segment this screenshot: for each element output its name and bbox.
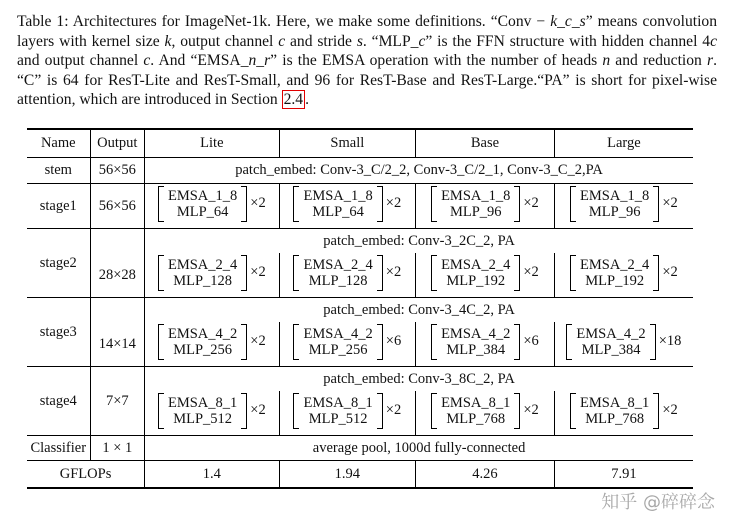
gflops-row: [27, 461, 693, 489]
gflops-name: GFLOPs: [27, 461, 145, 489]
watermark: 知乎 @碎碎念: [601, 492, 715, 513]
stage2-embed: patch_embed: Conv-3_2C_2, PA: [145, 229, 693, 254]
stage1-row: [27, 184, 693, 229]
stage2-output: 28×28: [90, 253, 145, 298]
stage3-name: stage3: [27, 298, 90, 367]
caption-label: Table 1:: [17, 13, 69, 30]
header-base: Base: [416, 129, 555, 158]
stage3-embed-row: [27, 298, 693, 323]
header-name: Name: [27, 129, 90, 158]
block-base: EMSA_2_4 MLP_192 ×2: [431, 255, 539, 291]
gflops-lite: 1.4: [145, 461, 279, 489]
stage2-block-row: [27, 253, 693, 298]
table-caption: Table 1: Architectures for ImageNet-1k. Here, we make some definitions. “Conv − k_c_s” means convolution layers with kernel size k, output channel c and stride s. “MLP_c” is the FFN structure with hidden channel 4c and output channel c. And “EMSA_n_r” is the EMSA operation with the number of heads n and reduction r. “C” is 64 for ResT-Lite and ResT-Small, and 96 for ResT-Base and ResT-Large.“PA” is short for pixel-wise attention, which are introduced in Section 2.4 .: [17, 13, 717, 109]
block-lite: EMSA_1_8 MLP_64 ×2: [158, 186, 266, 222]
stage4-embed-row: [27, 367, 693, 392]
block-lite: EMSA_2_4 MLP_128 ×2: [158, 255, 266, 291]
stage2-name: stage2: [27, 229, 90, 298]
block-large: EMSA_4_2 MLP_384 ×18: [566, 324, 681, 360]
stage4-embed: patch_embed: Conv-3_8C_2, PA: [145, 367, 693, 392]
stage1-output: 56×56: [90, 184, 145, 229]
block-lite: EMSA_8_1 MLP_512 ×2: [158, 393, 266, 429]
header-small: Small: [279, 129, 416, 158]
stage1-name: stage1: [27, 184, 90, 229]
classifier-name: Classifier: [27, 436, 90, 461]
stage3-output: 14×14: [90, 322, 145, 367]
section-ref-link[interactable]: 2.4: [283, 91, 304, 109]
gflops-base: 4.26: [416, 461, 555, 489]
block-base: EMSA_1_8 MLP_96 ×2: [431, 186, 539, 222]
stage4-output: 7×7: [90, 367, 145, 436]
stage4-name: stage4: [27, 367, 90, 436]
block-base: EMSA_4_2 MLP_384 ×6: [431, 324, 539, 360]
stage3-embed: patch_embed: Conv-3_4C_2, PA: [145, 298, 693, 323]
stem-row: [27, 158, 693, 184]
block-small: EMSA_1_8 MLP_64 ×2: [293, 186, 401, 222]
block-small: EMSA_8_1 MLP_512 ×2: [293, 393, 401, 429]
block-small: EMSA_2_4 MLP_128 ×2: [293, 255, 401, 291]
header-row: [27, 129, 693, 158]
block-lite: EMSA_4_2 MLP_256 ×2: [158, 324, 266, 360]
stem-output: 56×56: [90, 158, 145, 184]
header-output: Output: [90, 129, 145, 158]
architecture-table: [27, 128, 693, 489]
block-base: EMSA_8_1 MLP_768 ×2: [431, 393, 539, 429]
header-lite: Lite: [145, 129, 279, 158]
classifier-desc: average pool, 1000d fully-connected: [145, 436, 693, 461]
block-large: EMSA_2_4 MLP_192 ×2: [570, 255, 678, 291]
stem-name: stem: [44, 162, 72, 178]
gflops-large: 7.91: [554, 461, 693, 489]
stage2-embed-row: [27, 229, 693, 254]
stage3-block-row: [27, 322, 693, 367]
block-large: EMSA_8_1 MLP_768 ×2: [570, 393, 678, 429]
block-large: EMSA_1_8 MLP_96 ×2: [570, 186, 678, 222]
stem-desc: patch_embed: Conv-3_C/2_2, Conv-3_C/2_1, Conv-3_C_2,PA: [235, 162, 603, 178]
gflops-small: 1.94: [279, 461, 416, 489]
classifier-output: 1 × 1: [90, 436, 145, 461]
block-small: EMSA_4_2 MLP_256 ×6: [293, 324, 401, 360]
classifier-row: [27, 436, 693, 461]
header-large: Large: [554, 129, 693, 158]
